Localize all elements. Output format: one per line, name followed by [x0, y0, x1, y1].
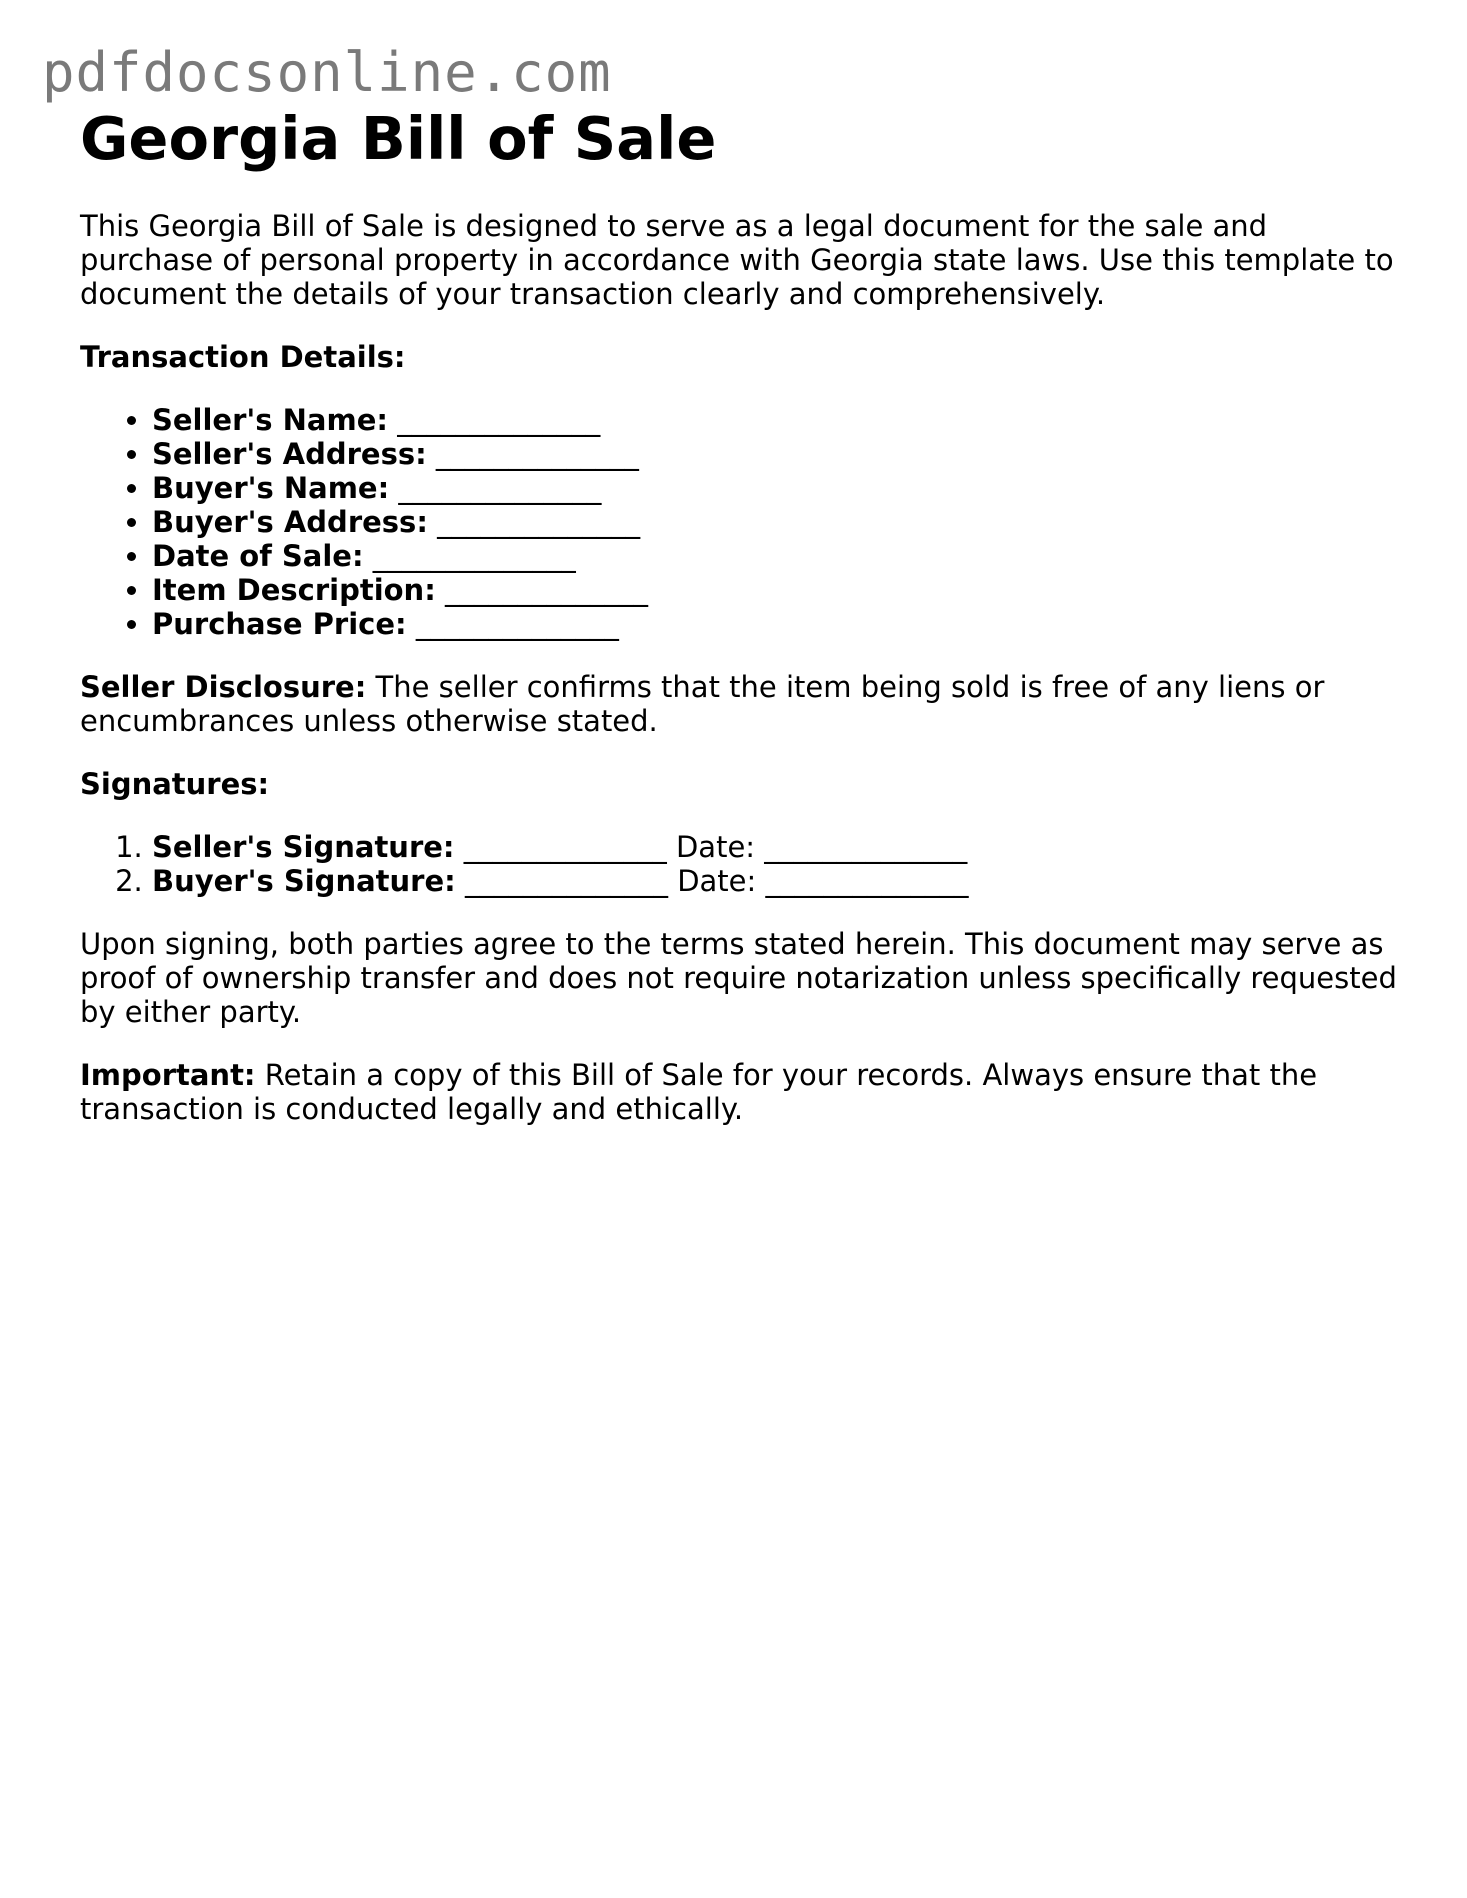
list-item-buyer-name: [152, 471, 1400, 505]
list-item-purchase-price: [152, 607, 1400, 641]
field-label: Seller's Signature:: [152, 829, 455, 864]
blank-line: ______________: [445, 572, 649, 607]
watermark-logo: pdfdocsonline.com: [42, 41, 612, 104]
closing-paragraph: Upon signing, both parties agree to the terms stated herein. This document may serve as proof of ownership transfer and does not require notarization unless specifically requested by either party.: [80, 926, 1397, 1029]
page-title: Georgia Bill of Sale: [80, 104, 717, 173]
blank-line: ______________: [464, 863, 668, 898]
field-label: Buyer's Name:: [152, 470, 390, 505]
date-label: Date:: [677, 863, 757, 898]
list-item-buyer-address: [152, 505, 1400, 539]
field-label: Purchase Price:: [152, 606, 407, 641]
blank-line: ______________: [765, 863, 969, 898]
document-page: [80, 104, 1400, 1126]
signatures-heading: Signatures:: [80, 766, 270, 801]
disclosure-text: The seller confirms that the item being sold is free of any liens or encumbrances unless otherwise stated.: [80, 669, 1325, 738]
intro-paragraph: This Georgia Bill of Sale is designed to serve as a legal document for the sale and purchase of personal property in accordance with Georgia state laws. Use this template to document the details of your transaction clearly and comprehensively.: [80, 208, 1394, 311]
blank-line: ______________: [437, 504, 641, 539]
blank-line: ______________: [764, 829, 968, 864]
blank-line: ______________: [463, 829, 667, 864]
date-label: Date:: [675, 829, 756, 864]
blank-line: ______________: [372, 538, 576, 573]
important-paragraph: [80, 1058, 1400, 1126]
blank-line: ______________: [397, 402, 601, 437]
transaction-details-heading: Transaction Details:: [80, 339, 406, 374]
field-label: Item Description:: [152, 572, 436, 607]
blank-line: ______________: [415, 606, 619, 641]
seller-disclosure-paragraph: [80, 670, 1400, 738]
field-label: Date of Sale:: [152, 538, 364, 573]
field-label: Buyer's Signature:: [152, 863, 456, 898]
important-label: Important:: [80, 1057, 256, 1092]
field-label: Seller's Address:: [152, 436, 427, 471]
list-item-seller-signature: [152, 830, 1400, 864]
list-item-date-of-sale: [152, 539, 1400, 573]
list-item-seller-name: [152, 403, 1400, 437]
list-item-item-description: [152, 573, 1400, 607]
field-label: Buyer's Address:: [152, 504, 428, 539]
field-label: Seller's Name:: [152, 402, 388, 437]
signatures-list: [80, 830, 1400, 898]
transaction-details-list: [80, 403, 1400, 641]
disclosure-label: Seller Disclosure:: [80, 669, 367, 704]
blank-line: ______________: [398, 470, 602, 505]
list-item-buyer-signature: [152, 864, 1400, 898]
blank-line: ______________: [435, 436, 639, 471]
important-text: Retain a copy of this Bill of Sale for your records. Always ensure that the transaction is conducted legally and ethically.: [80, 1057, 1318, 1126]
list-item-seller-address: [152, 437, 1400, 471]
